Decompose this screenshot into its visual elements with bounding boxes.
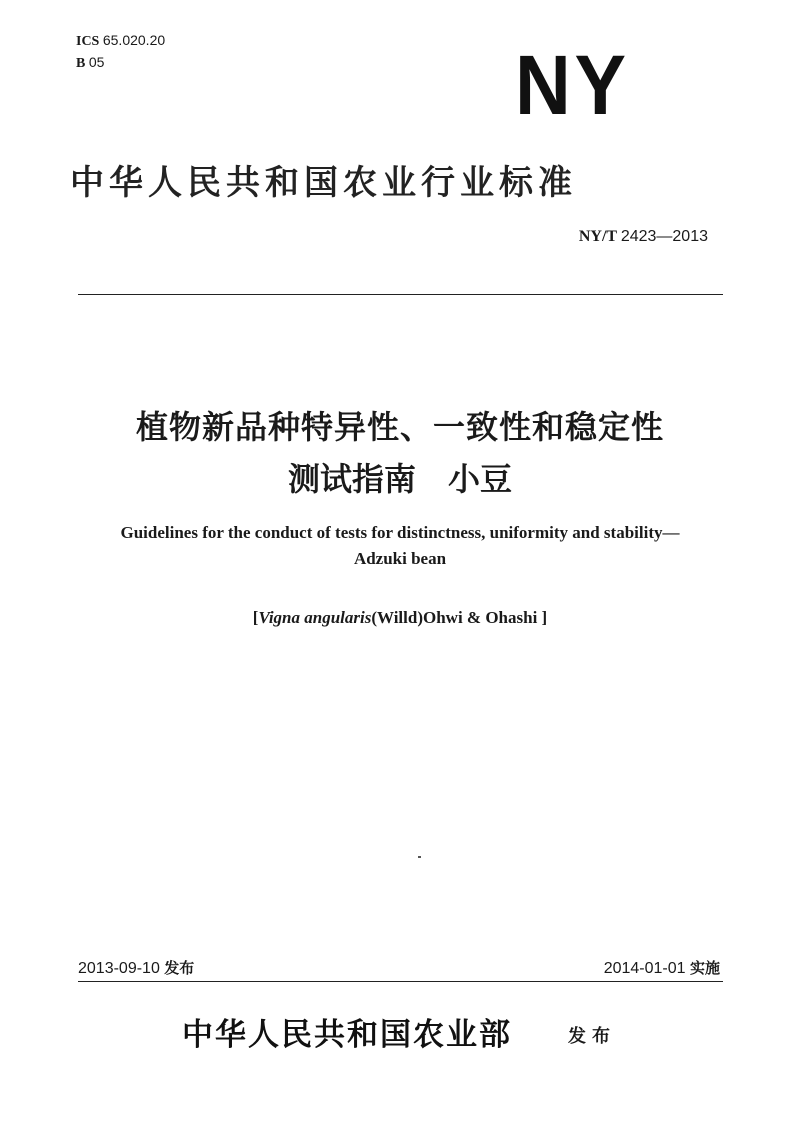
- standard-code-number: 2423—2013: [620, 228, 708, 245]
- implementation-label: 实施: [689, 959, 720, 977]
- issue-date-block: [78, 956, 194, 981]
- ministry-name: 中华人民共和国农业部: [182, 1017, 512, 1053]
- ics-block: [76, 30, 165, 74]
- ny-logo: NY: [515, 38, 630, 132]
- class-line: [76, 52, 165, 74]
- en-title-line1: Guidelines for the conduct of tests for distinctness, uniformity and stability—: [120, 523, 680, 542]
- ics-line: [76, 30, 165, 52]
- ministry-issue-label: 发布: [568, 1026, 616, 1047]
- latin-species: Vigna angularis: [258, 608, 372, 627]
- latin-open-bracket: [: [252, 608, 259, 627]
- issue-label: 发布: [164, 959, 195, 977]
- en-title-line2: Adzuki bean: [353, 549, 447, 568]
- standard-code: [579, 228, 708, 246]
- ics-code: 65.020.20: [102, 32, 166, 48]
- implementation-date: 2014-01-01: [603, 960, 686, 977]
- bottom-divider: [78, 981, 723, 982]
- issue-date: 2013-09-10: [78, 960, 160, 977]
- top-divider: [78, 294, 723, 295]
- latin-authority: (Willd)Ohwi & Ohashi ]: [371, 608, 548, 627]
- standard-code-prefix: NY/T: [578, 228, 617, 245]
- scan-speck: [418, 856, 421, 858]
- latin-name-line: [0, 605, 800, 631]
- ics-prefix: ICS: [76, 34, 100, 49]
- zh-title-line1: 植物新品种特异性、一致性和稳定性: [135, 408, 664, 446]
- zh-title-line2: 测试指南 小豆: [287, 460, 512, 498]
- implementation-date-block: [604, 956, 720, 981]
- standard-title: 中华人民共和国农业行业标准: [70, 163, 577, 203]
- class-prefix: B: [76, 56, 86, 71]
- class-code: 05: [88, 54, 105, 70]
